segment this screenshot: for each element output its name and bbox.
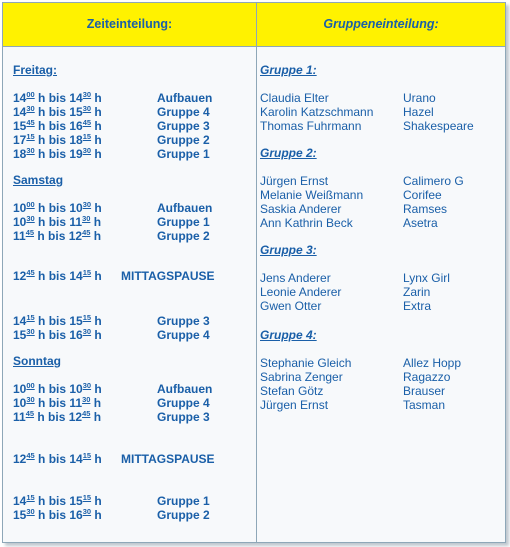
- day-samstag: Samstag: [13, 173, 64, 187]
- pause-label: MITTAGSPAUSE: [121, 452, 215, 466]
- activity-label: Aufbauen: [157, 91, 213, 105]
- time-range: $11^{45}$ h bis $12^{45}$ h: [13, 409, 102, 424]
- schedule-table: [2, 2, 506, 543]
- table-header: [3, 3, 505, 47]
- header-gruppeneinteilung: Gruppeneinteilung:: [323, 17, 439, 31]
- horse-name: Ramses: [403, 202, 448, 216]
- time-range: $14^{15}$ h bis $15^{15}$ h: [13, 313, 102, 328]
- time-range: $10^{30}$ h bis $11^{30}$ h: [13, 214, 102, 229]
- horse-name: Lynx Girl: [403, 271, 450, 285]
- horse-name: Allez Hopp: [403, 356, 462, 370]
- time-range: $15^{30}$ h bis $16^{30}$ h: [13, 327, 102, 342]
- activity-label: Gruppe 3: [157, 314, 210, 328]
- member-name: Sabrina Zenger: [260, 370, 343, 384]
- member-name: Jürgen Ernst: [260, 398, 329, 412]
- horse-name: Corifee: [403, 188, 442, 202]
- member-name: Thomas Fuhrmann: [260, 119, 362, 133]
- member-name: Jens Anderer: [260, 271, 331, 285]
- member-name: Stefan Götz: [260, 384, 324, 398]
- horse-name: Zarin: [403, 285, 431, 299]
- group-title: Gruppe 1:: [260, 63, 317, 77]
- activity-label: Aufbauen: [157, 201, 213, 215]
- group-title: Gruppe 3:: [260, 243, 317, 257]
- horse-name: Extra: [403, 299, 432, 313]
- horse-name: Hazel: [403, 105, 434, 119]
- time-range: $14^{15}$ h bis $15^{15}$ h: [13, 493, 102, 508]
- day-freitag: Freitag:: [13, 63, 58, 77]
- member-name: Jürgen Ernst: [260, 174, 329, 188]
- pause-label: MITTAGSPAUSE: [121, 269, 215, 283]
- horse-name: Brauser: [403, 384, 446, 398]
- member-name: Gwen Otter: [260, 299, 322, 313]
- activity-label: Gruppe 1: [157, 147, 210, 161]
- activity-label: Gruppe 1: [157, 494, 210, 508]
- time-range: $15^{45}$ h bis $16^{45}$ h: [13, 118, 102, 133]
- horse-name: Asetra: [403, 216, 438, 230]
- member-name: Ann Kathrin Beck: [260, 216, 353, 230]
- activity-label: Gruppe 4: [157, 105, 210, 119]
- time-range: $15^{30}$ h bis $16^{30}$ h: [13, 507, 102, 522]
- activity-label: Gruppe 1: [157, 215, 210, 229]
- member-name: Stephanie Gleich: [260, 356, 352, 370]
- time-range: $10^{30}$ h bis $11^{30}$ h: [13, 395, 102, 410]
- activity-label: Gruppe 2: [157, 133, 210, 147]
- time-range: $18^{30}$ h bis $19^{30}$ h: [13, 146, 102, 161]
- time-range: $12^{45}$ h bis $14^{15}$ h: [13, 268, 102, 283]
- time-range: $14^{30}$ h bis $15^{30}$ h: [13, 104, 102, 119]
- horse-name: Shakespeare: [403, 119, 474, 133]
- time-range: $10^{00}$ h bis $10^{30}$ h: [13, 381, 102, 396]
- day-sonntag: Sonntag: [13, 354, 61, 368]
- time-range: $10^{00}$ h bis $10^{30}$ h: [13, 200, 102, 215]
- time-range: $14^{00}$ h bis $14^{30}$ h: [13, 90, 102, 105]
- member-name: Claudia Elter: [260, 91, 329, 105]
- member-name: Melanie Weißmann: [260, 188, 364, 202]
- time-range: $11^{45}$ h bis $12^{45}$ h: [13, 228, 102, 243]
- group-title: Gruppe 4:: [260, 328, 317, 342]
- header-zeiteinteilung: Zeiteinteilung:: [86, 17, 173, 31]
- activity-label: Gruppe 2: [157, 229, 210, 243]
- horse-name: Ragazzo: [403, 370, 451, 384]
- horse-name: Calimero G: [403, 174, 464, 188]
- member-name: Karolin Katzschmann: [260, 105, 374, 119]
- activity-label: Gruppe 4: [157, 396, 210, 410]
- member-name: Saskia Anderer: [260, 202, 342, 216]
- time-range: $12^{45}$ h bis $14^{15}$ h: [13, 451, 102, 466]
- activity-label: Gruppe 3: [157, 119, 210, 133]
- activity-label: Aufbauen: [157, 382, 213, 396]
- activity-label: Gruppe 3: [157, 410, 210, 424]
- horse-name: Tasman: [403, 398, 446, 412]
- horse-name: Urano: [403, 91, 436, 105]
- member-name: Leonie Anderer: [260, 285, 342, 299]
- group-title: Gruppe 2:: [260, 146, 317, 160]
- activity-label: Gruppe 4: [157, 328, 210, 342]
- time-range: $17^{15}$ h bis $18^{15}$ h: [13, 132, 102, 147]
- activity-label: Gruppe 2: [157, 508, 210, 522]
- column-divider: [256, 3, 257, 542]
